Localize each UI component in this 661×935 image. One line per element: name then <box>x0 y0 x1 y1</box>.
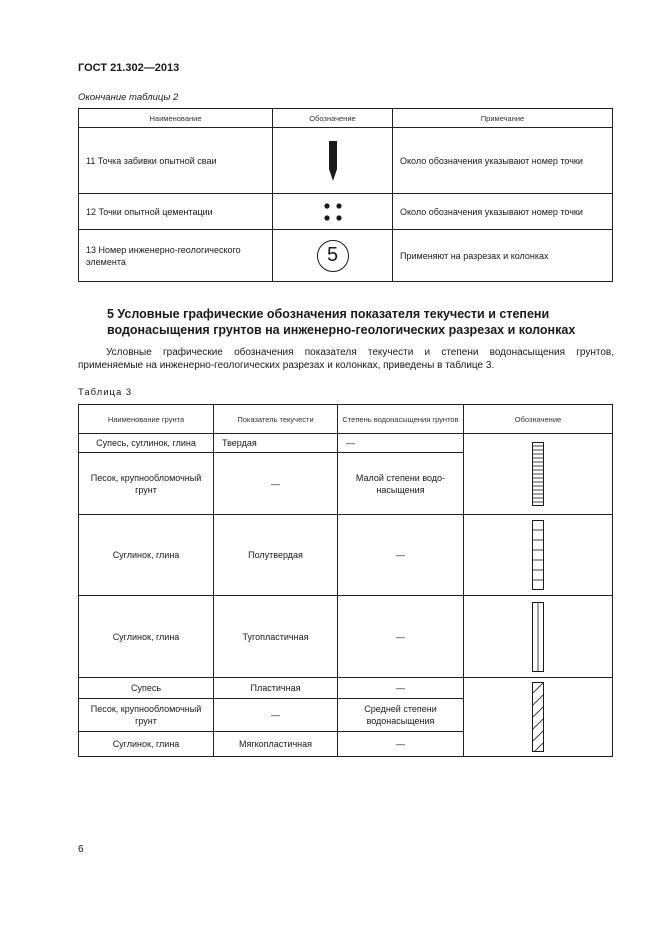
table2-col-note: Примечание <box>393 109 613 128</box>
table3-row7-soil: Суглинок, глина <box>79 732 214 757</box>
table2 <box>78 108 613 282</box>
table3-row6-fluidity: — <box>214 699 338 732</box>
table-row <box>79 515 613 596</box>
sparse-hatch-icon <box>532 520 544 590</box>
section-title: 5 Условные графические обозначения показателя текучести и степени водонасыщения грунтов на инженерно-геологических разрезах и колонках <box>107 307 576 337</box>
table2-row12-name: 12 Точки опытной цементации <box>79 194 273 230</box>
table3-row6-soil: Песок, крупнообломочный грунт <box>79 699 214 732</box>
table3-row7-saturation: — <box>338 732 464 757</box>
table3-symbol-cell-1 <box>464 434 613 515</box>
table3-row5-fluidity: Пластичная <box>214 678 338 699</box>
table3-row2-soil: Песок, крупнообломочный грунт <box>79 453 214 515</box>
table-row <box>79 230 613 282</box>
table3-row1-soil: Супесь, суглинок, глина <box>79 434 214 453</box>
table3-row2-fluidity: — <box>214 453 338 515</box>
table3 <box>78 404 613 757</box>
table2-col-symbol: Обозначение <box>273 109 393 128</box>
table2-row12-symbol <box>273 194 393 230</box>
table3-row2-saturation: Малой степени водо-насыщения <box>338 453 464 515</box>
page-number: 6 <box>78 844 84 855</box>
table3-row1-saturation: — <box>338 434 464 453</box>
table-row <box>79 128 613 194</box>
table2-row11-note: Около обозначения указывают номер точки <box>393 128 613 194</box>
table-row <box>79 596 613 678</box>
table3-header-row <box>79 405 613 434</box>
circled-number <box>317 240 349 272</box>
table2-row13-symbol <box>273 230 393 282</box>
four-dots-icon <box>322 201 344 223</box>
table3-col-fluidity: Показатель текучести <box>214 405 338 434</box>
doc-code: ГОСТ 21.302—2013 <box>78 62 180 74</box>
table-row <box>79 194 613 230</box>
table3-caption: Таблица 3 <box>78 387 133 398</box>
circled-number-text: 5 <box>326 244 339 266</box>
table3-symbol-cell-3 <box>464 596 613 678</box>
table-row <box>79 678 613 699</box>
table3-row4-saturation: — <box>338 596 464 678</box>
table2-caption: Окончание таблицы 2 <box>78 92 179 103</box>
table3-row7-fluidity: Мягкопластичная <box>214 732 338 757</box>
table3-symbol-cell-4 <box>464 678 613 757</box>
section-paragraph-text: Условные графические обозначения показателя текучести и степени водонасыщения грунтов, применяемые на инженерно-геологических разрезах и колонках, приведены в таблице 3. <box>78 347 614 371</box>
table2-row12-note: Около обозначения указывают номер точки <box>393 194 613 230</box>
table3-row5-soil: Супесь <box>79 678 214 699</box>
dense-hatch-icon <box>532 442 544 506</box>
table3-col-soil: Наименование грунта <box>79 405 214 434</box>
table-row <box>79 434 613 453</box>
table3-row5-saturation: — <box>338 678 464 699</box>
table3-symbol-cell-2 <box>464 515 613 596</box>
table3-row4-fluidity: Тугопластичная <box>214 596 338 678</box>
table2-col-name: Наименование <box>79 109 273 128</box>
table2-row11-name: 11 Точка забивки опытной сваи <box>79 128 273 194</box>
table2-header-row <box>79 109 613 128</box>
table3-row3-fluidity: Полутвердая <box>214 515 338 596</box>
table2-row13-note: Применяют на разрезах и колонках <box>393 230 613 282</box>
section-paragraph <box>78 346 614 372</box>
table2-row13-name: 13 Номер инженерно-геологического элемента <box>79 230 273 282</box>
table3-row6-saturation: Средней степени водонасыщения <box>338 699 464 732</box>
double-line-icon <box>532 602 544 672</box>
diagonal-hatch-icon <box>532 682 544 752</box>
table3-col-symbol: Обозначение <box>464 405 613 434</box>
table3-col-saturation: Степень водонасыщения грунтов <box>338 405 464 434</box>
table3-row4-soil: Суглинок, глина <box>79 596 214 678</box>
table3-row3-saturation: — <box>338 515 464 596</box>
table3-row1-fluidity: Твердая <box>214 434 338 453</box>
pile-icon <box>326 139 340 183</box>
table3-row3-soil: Суглинок, глина <box>79 515 214 596</box>
table2-row11-symbol <box>273 128 393 194</box>
